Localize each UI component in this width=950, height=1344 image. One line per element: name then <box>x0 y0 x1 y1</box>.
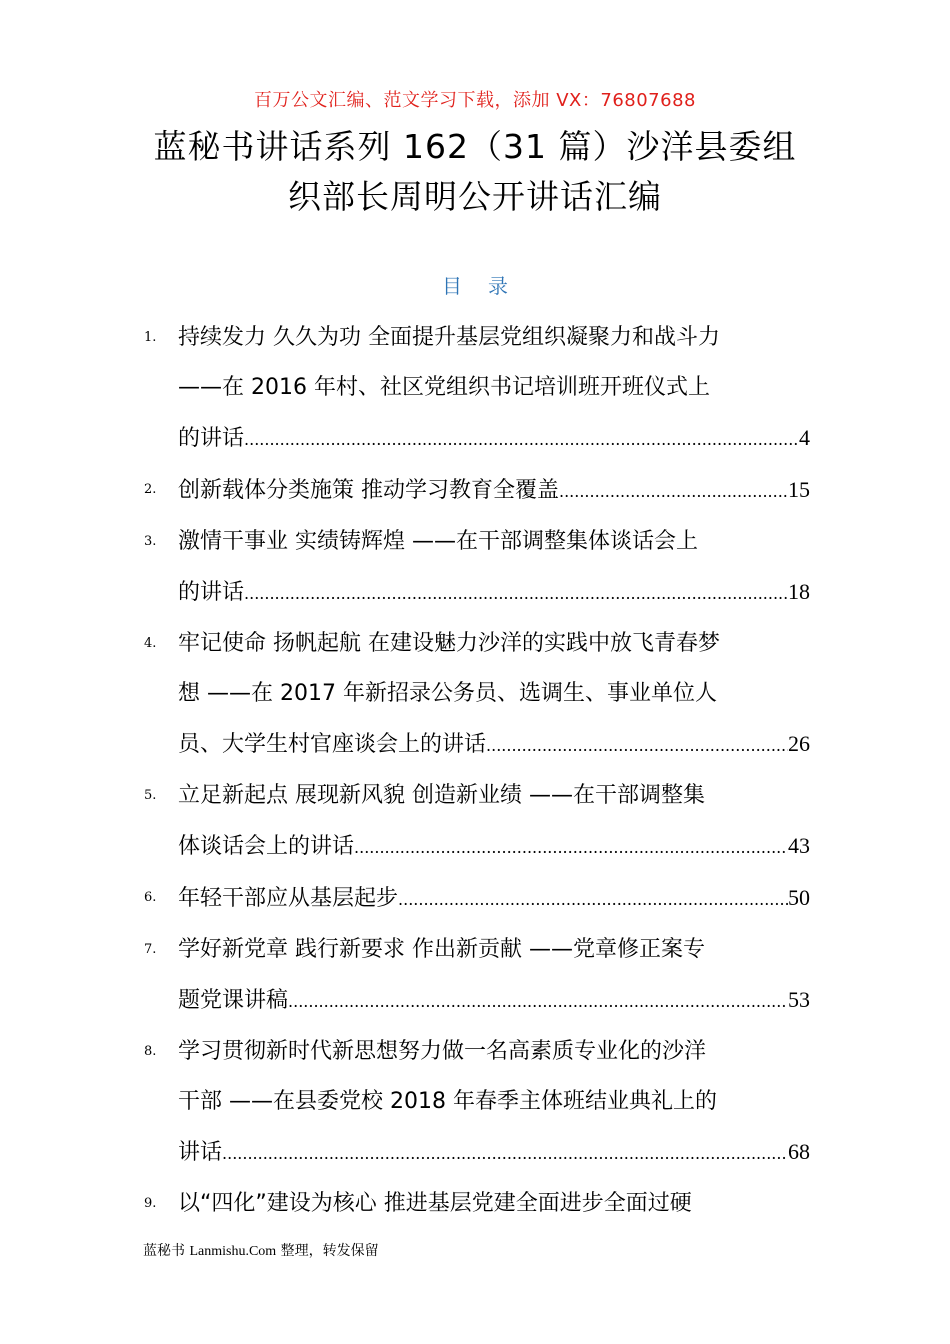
toc-entry[interactable] <box>140 465 810 517</box>
toc-entry-leader-row <box>178 1127 810 1179</box>
toc-entry-page-number: 53 <box>788 987 810 1012</box>
toc-entry-number: 5. <box>144 788 157 803</box>
dot-leader <box>244 415 799 465</box>
toc-entry[interactable] <box>140 1179 810 1229</box>
toc-entry-page-number: 43 <box>788 833 810 858</box>
toc-entry-title: 的讲话 <box>178 426 245 451</box>
promo-banner: 百万公文汇编、范文学习下载，添加 VX：76807688 <box>254 90 696 111</box>
toc-entry-line: 以“四化”建设为核心 推进基层党建全面进步全面过硬 <box>178 1191 692 1216</box>
table-of-contents <box>140 313 810 1229</box>
toc-entry-page-number: 18 <box>788 579 810 604</box>
toc-entry-title: 题党课讲稿 <box>178 988 289 1013</box>
toc-entry-number: 6. <box>144 890 157 905</box>
toc-entry-title: 的讲话 <box>178 580 245 605</box>
toc-entry-title: 讲话 <box>178 1140 223 1165</box>
toc-entry[interactable] <box>140 517 810 619</box>
toc-entry-title: 年轻干部应从基层起步 <box>178 886 399 911</box>
toc-heading <box>0 270 950 299</box>
toc-entry-number: 4. <box>144 636 157 651</box>
toc-entry[interactable] <box>140 771 810 873</box>
dot-leader <box>288 977 788 1027</box>
dot-leader <box>398 875 788 925</box>
toc-entry-line: 立足新起点 展现新风貌 创造新业绩 ——在干部调整集 <box>178 783 705 808</box>
toc-entry[interactable] <box>140 313 810 465</box>
toc-entry-line: ——在 2016 年村、社区党组织书记培训班开班仪式上 <box>178 375 710 400</box>
toc-entry-line: 干部 ——在县委党校 2018 年春季主体班结业典礼上的 <box>178 1089 717 1114</box>
document-title <box>120 122 830 222</box>
toc-entry-leader-row <box>178 567 810 619</box>
toc-heading-char-1: 目 <box>442 274 462 298</box>
toc-entry-title: 体谈话会上的讲话 <box>178 834 355 859</box>
toc-entry-page-number: 68 <box>788 1139 810 1164</box>
toc-entry-line: 牢记使命 扬帆起航 在建设魅力沙洋的实践中放飞青春梦 <box>178 631 720 656</box>
toc-entry-line: 持续发力 久久为功 全面提升基层党组织凝聚力和战斗力 <box>178 325 720 350</box>
toc-entry-leader-row <box>178 975 810 1027</box>
footer-site: Lanmishu.Com <box>189 1244 277 1259</box>
toc-entry-line: 想 ——在 2017 年新招录公务员、选调生、事业单位人 <box>178 681 717 706</box>
toc-entry-leader-row <box>178 413 810 465</box>
toc-entry-leader-row <box>178 719 810 771</box>
toc-entry-title: 员、大学生村官座谈会上的讲话 <box>178 732 487 757</box>
dot-leader <box>244 569 788 619</box>
toc-entry-number: 1. <box>144 330 157 345</box>
toc-entry-title: 创新载体分类施策 推动学习教育全覆盖 <box>178 478 559 503</box>
title-line-1: 蓝秘书讲话系列 162（31 篇）沙洋县委组 <box>153 127 797 166</box>
toc-entry[interactable] <box>140 1027 810 1179</box>
toc-entry-page-number: 15 <box>788 477 810 502</box>
toc-entry[interactable] <box>140 925 810 1027</box>
footer-suffix: 整理，转发保留 <box>276 1243 379 1259</box>
toc-entry-leader-row <box>178 821 810 873</box>
toc-entry-leader-row <box>178 873 810 925</box>
title-line-2: 织部长周明公开讲话汇编 <box>288 177 662 216</box>
toc-entry-page-number: 26 <box>788 731 810 756</box>
toc-entry-leader-row <box>178 465 810 517</box>
toc-entry-number: 3. <box>144 534 157 549</box>
toc-entry-number: 8. <box>144 1044 157 1059</box>
toc-entry[interactable] <box>140 619 810 771</box>
dot-leader <box>559 467 788 517</box>
footer-prefix: 蓝秘书 <box>143 1243 190 1259</box>
toc-entry-number: 9. <box>144 1196 157 1211</box>
page-footer <box>143 1240 379 1260</box>
toc-entry-line: 学习贯彻新时代新思想努力做一名高素质专业化的沙洋 <box>178 1039 707 1064</box>
toc-entry-line: 学好新党章 践行新要求 作出新贡献 ——党章修正案专 <box>178 937 705 962</box>
toc-entry-line: 激情干事业 实绩铸辉煌 ——在干部调整集体谈话会上 <box>178 529 698 554</box>
toc-heading-char-2: 录 <box>488 274 508 298</box>
toc-entry-page-number: 50 <box>788 885 810 910</box>
dot-leader <box>222 1129 788 1179</box>
toc-entry-page-number: 4 <box>799 425 810 450</box>
toc-entry[interactable] <box>140 873 810 925</box>
toc-entry-number: 7. <box>144 942 157 957</box>
toc-entry-number: 2. <box>144 482 157 497</box>
dot-leader <box>486 721 788 771</box>
dot-leader <box>354 823 788 873</box>
